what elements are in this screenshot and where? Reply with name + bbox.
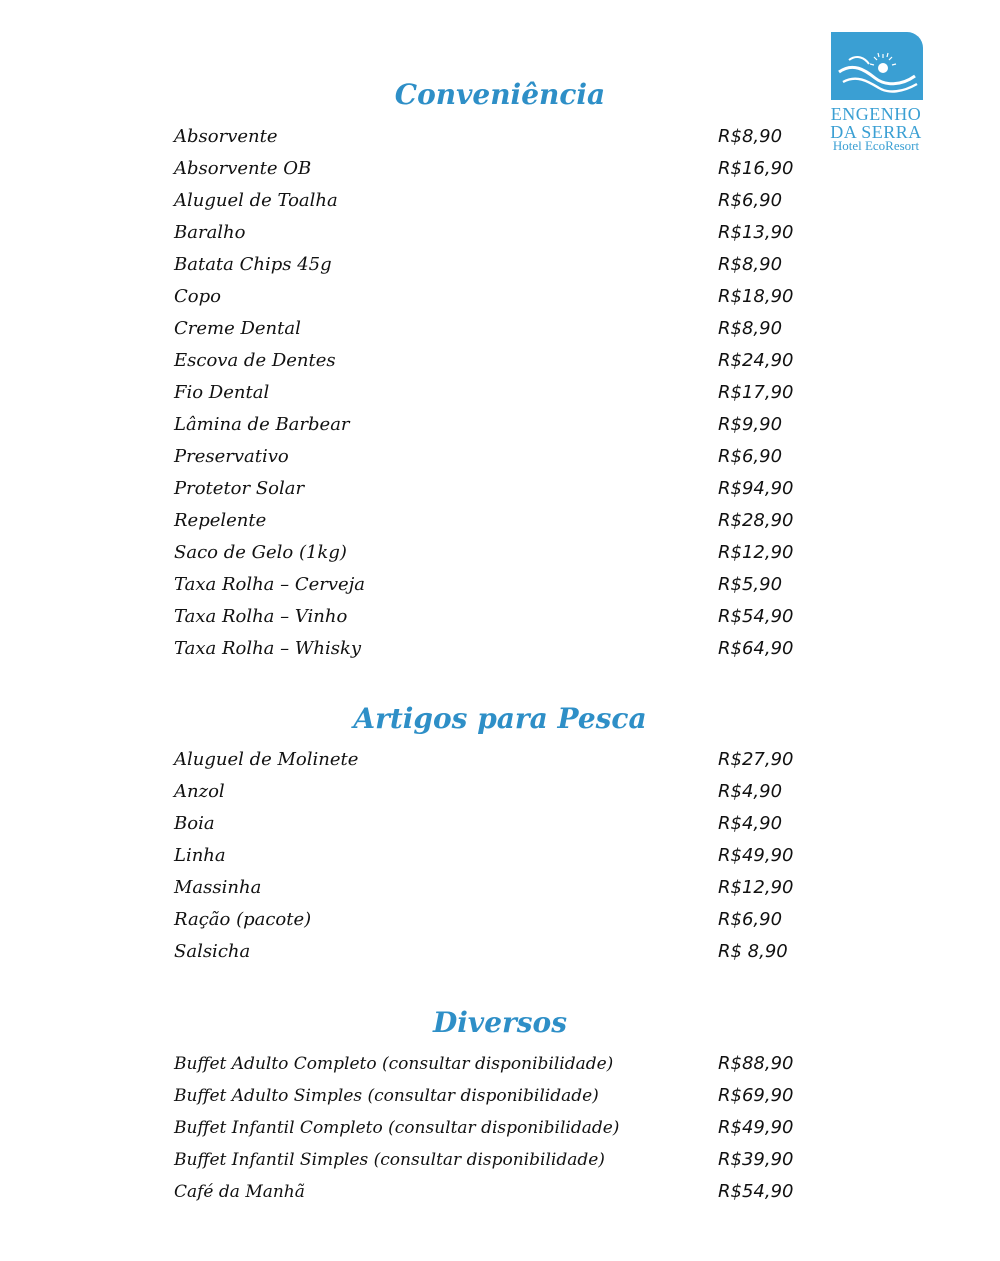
item-price: R$39,90 [718,1149,794,1170]
item-price: R$54,90 [718,606,794,627]
item-name: Ração (pacote) [174,909,312,930]
item-name: Absorvente OB [174,158,312,179]
list-item [0,281,1000,313]
item-price: R$8,90 [718,254,783,275]
item-name: Buffet Infantil Simples (consultar disponibilidade) [174,1150,605,1170]
item-price: R$94,90 [718,478,794,499]
list-item [0,744,1000,776]
list-item [0,1176,1000,1208]
item-price: R$27,90 [718,749,794,770]
item-name: Buffet Adulto Simples (consultar disponibilidade) [174,1086,599,1106]
item-price: R$4,90 [718,781,783,802]
list-item [0,840,1000,872]
list-item [0,776,1000,808]
item-name: Lâmina de Barbear [174,414,350,435]
item-name: Aluguel de Molinete [174,749,359,770]
item-name: Café da Manhã [174,1182,305,1202]
item-price: R$16,90 [718,158,794,179]
item-price: R$69,90 [718,1085,794,1106]
item-name: Escova de Dentes [174,350,336,371]
item-price: R$17,90 [718,382,794,403]
item-price: R$24,90 [718,350,794,371]
list-item [0,217,1000,249]
item-price: R$4,90 [718,813,783,834]
item-name: Repelente [174,510,267,531]
list-item [0,377,1000,409]
list-item [0,633,1000,665]
list-item [0,872,1000,904]
list-item [0,936,1000,968]
item-name: Baralho [174,222,246,243]
list-item [0,601,1000,633]
item-price: R$9,90 [718,414,783,435]
item-name: Taxa Rolha – Vinho [174,606,348,627]
item-price: R$8,90 [718,318,783,339]
list-item [0,313,1000,345]
list-item [0,505,1000,537]
item-name: Creme Dental [174,318,301,339]
item-price: R$13,90 [718,222,794,243]
item-name: Buffet Adulto Completo (consultar disponibilidade) [174,1054,614,1074]
item-name: Aluguel de Toalha [174,190,338,211]
item-price: R$18,90 [718,286,794,307]
item-name: Boia [174,813,215,834]
item-name: Fio Dental [174,382,270,403]
logo-line-1: ENGENHO [830,104,922,124]
item-price: R$54,90 [718,1181,794,1202]
list-item [0,441,1000,473]
item-name: Salsicha [174,941,251,962]
list-item [0,121,1000,153]
item-name: Protetor Solar [174,478,305,499]
list-item [0,1080,1000,1112]
item-name: Linha [174,845,226,866]
item-name: Saco de Gelo (1kg) [174,542,347,563]
item-price: R$49,90 [718,845,794,866]
item-name: Taxa Rolha – Whisky [174,638,362,659]
item-name: Preservativo [174,446,289,467]
logo-line-3: Hotel EcoResort [832,138,920,153]
list-item [0,345,1000,377]
logo-line-2: DA SERRA [830,122,922,142]
list-item [0,1112,1000,1144]
list-item [0,153,1000,185]
item-name: Absorvente [174,126,278,147]
item-price: R$49,90 [718,1117,794,1138]
item-price: R$5,90 [718,574,783,595]
list-item [0,473,1000,505]
item-price: R$12,90 [718,877,794,898]
list-item [0,537,1000,569]
item-price: R$28,90 [718,510,794,531]
item-price: R$64,90 [718,638,794,659]
item-price: R$12,90 [718,542,794,563]
item-name: Batata Chips 45g [174,254,332,275]
item-name: Copo [174,286,221,307]
list-item [0,1048,1000,1080]
item-price: R$6,90 [718,190,783,211]
list-item [0,569,1000,601]
item-price: R$6,90 [718,446,783,467]
item-price: R$8,90 [718,126,783,147]
list-item [0,808,1000,840]
item-price: R$ 8,90 [718,941,788,962]
item-name: Anzol [174,781,225,802]
section-title-artigos-pesca: Artigos para Pesca [353,702,647,735]
section-title-conveniencia: Conveniência [394,78,606,111]
section-title-diversos: Diversos [433,1006,567,1039]
item-name: Massinha [174,877,262,898]
list-item [0,1144,1000,1176]
item-name: Taxa Rolha – Cerveja [174,574,366,595]
list-item [0,185,1000,217]
item-price: R$6,90 [718,909,783,930]
item-name: Buffet Infantil Completo (consultar disponibilidade) [174,1118,620,1138]
list-item [0,249,1000,281]
list-item [0,904,1000,936]
item-price: R$88,90 [718,1053,794,1074]
list-item [0,409,1000,441]
